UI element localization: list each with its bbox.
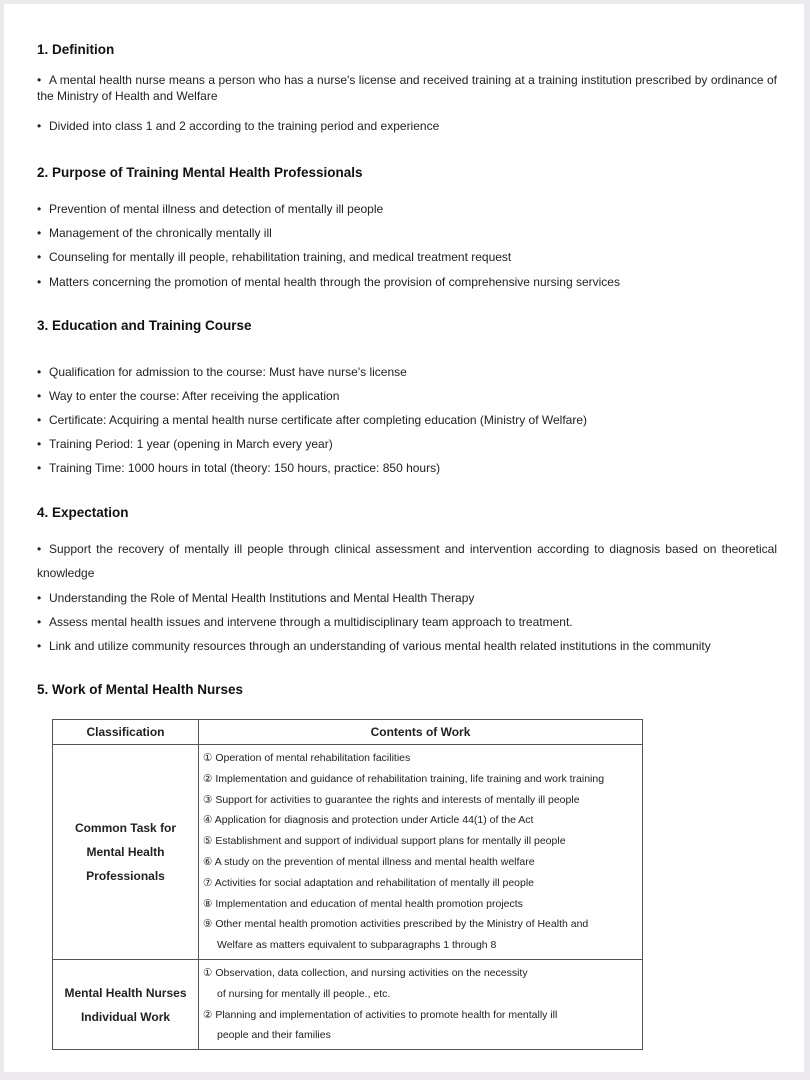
work-line: Welfare as matters equivalent to subparagraphs 1 through 8 xyxy=(217,939,497,952)
section-2-item-1: • Prevention of mental illness and detection of mentally ill people xyxy=(37,202,384,216)
classification-cell: Common Task for Mental Health Professionals xyxy=(53,745,199,960)
document-page xyxy=(4,4,804,1072)
bullet-icon: • xyxy=(37,437,42,451)
bullet-icon: • xyxy=(37,275,42,289)
section-1-item-2: • Divided into class 1 and 2 according to the training period and experience xyxy=(37,119,440,133)
bullet-icon: • xyxy=(37,250,42,264)
section-2-item-2: • Management of the chronically mentally ill xyxy=(37,226,272,240)
work-line: ⑨ Other mental health promotion activities prescribed by the Ministry of Health and xyxy=(203,918,589,931)
section-4-title: 4. Expectation xyxy=(37,505,129,520)
work-line: ⑦ Activities for social adaptation and rehabilitation of mentally ill people xyxy=(203,876,535,889)
work-line: ④ Application for diagnosis and protection under Article 44(1) of the Act xyxy=(203,814,534,827)
work-table xyxy=(52,719,643,1050)
bullet-icon: • xyxy=(37,202,42,216)
work-line: ⑧ Implementation and education of mental health promotion projects xyxy=(203,897,523,910)
work-line: ⑤ Establishment and support of individual support plans for mentally ill people xyxy=(203,835,566,848)
header-classification: Classification xyxy=(53,720,199,745)
section-1-title: 1. Definition xyxy=(37,42,115,57)
work-line: ① Observation, data collection, and nursing activities on the necessity xyxy=(203,966,528,979)
bullet-icon: • xyxy=(37,389,42,403)
table-header-row xyxy=(53,720,643,745)
section-3-item-1: • Qualification for admission to the course: Must have nurse's license xyxy=(37,365,407,379)
section-3-item-4: • Training Period: 1 year (opening in March every year) xyxy=(37,437,333,451)
bullet-icon: • xyxy=(37,119,42,133)
section-3-item-3: • Certificate: Acquiring a mental health nurse certificate after completing education (Ministry of Welfare) xyxy=(37,413,588,427)
section-3-title: 3. Education and Training Course xyxy=(37,318,252,333)
bullet-icon: • xyxy=(37,365,42,379)
section-4-item-1: • Support the recovery of mentally ill people through clinical assessment and intervention according to diagnosis based on theoretical knowledge xyxy=(37,537,777,585)
section-2-title: 2. Purpose of Training Mental Health Professionals xyxy=(37,165,363,180)
bullet-icon: • xyxy=(37,461,42,475)
section-4-item-4: • Link and utilize community resources through an understanding of various mental health related institutions in the community xyxy=(37,639,711,653)
section-3-item-2: • Way to enter the course: After receiving the application xyxy=(37,389,340,403)
works-cell xyxy=(199,959,643,1049)
classification-cell: Mental Health Nurses Individual Work xyxy=(53,959,199,1049)
bullet-icon: • xyxy=(37,413,42,427)
work-line: people and their families xyxy=(217,1029,331,1042)
bullet-icon: • xyxy=(37,615,42,629)
section-5-title: 5. Work of Mental Health Nurses xyxy=(37,682,244,697)
bullet-icon: • xyxy=(37,639,42,653)
table-row xyxy=(53,745,643,960)
section-2-item-4: • Matters concerning the promotion of mental health through the provision of comprehensive nursing services xyxy=(37,275,620,289)
bullet-icon: • xyxy=(37,542,42,556)
section-4-item-3: • Assess mental health issues and intervene through a multidisciplinary team approach to treatment. xyxy=(37,615,573,629)
bullet-icon: • xyxy=(37,73,42,87)
work-line: ③ Support for activities to guarantee the rights and interests of mentally ill people xyxy=(203,793,580,806)
works-cell xyxy=(199,745,643,960)
section-4-item-2: • Understanding the Role of Mental Health Institutions and Mental Health Therapy xyxy=(37,591,475,605)
header-contents-of-work: Contents of Work xyxy=(199,720,643,745)
section-2-item-3: • Counseling for mentally ill people, rehabilitation training, and medical treatment request xyxy=(37,250,512,264)
bullet-icon: • xyxy=(37,591,42,605)
bullet-icon: • xyxy=(37,226,42,240)
table-row xyxy=(53,959,643,1049)
work-line: ② Implementation and guidance of rehabilitation training, life training and work training xyxy=(203,772,605,785)
work-line: of nursing for mentally ill people., etc. xyxy=(217,987,391,1000)
work-line: ② Planning and implementation of activities to promote health for mentally ill xyxy=(203,1008,558,1021)
work-line: ⑥ A study on the prevention of mental illness and mental health welfare xyxy=(203,855,535,868)
work-line: ① Operation of mental rehabilitation facilities xyxy=(203,752,411,764)
section-1-item-1: • A mental health nurse means a person who has a nurse's license and received training at a training institution prescribed by ordinance of the Ministry of Health and Welfare xyxy=(37,73,777,103)
section-3-item-5: • Training Time: 1000 hours in total (theory: 150 hours, practice: 850 hours) xyxy=(37,461,441,475)
